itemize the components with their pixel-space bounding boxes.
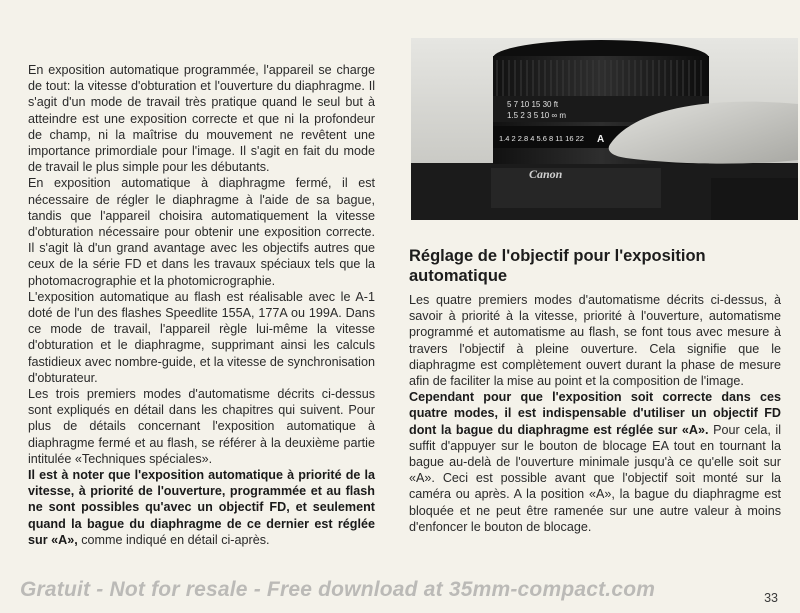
paragraph-fd-lens-note xyxy=(28,467,375,548)
fd-a-setting-bold: Cependant pour que l'exposition soit correcte dans ces quatre modes, il est indispensable d'utiliser un objectif FD dont la bague du diaphragme est réglée sur «A». xyxy=(409,390,781,437)
fd-lens-note-rest: comme indiqué en détail ci-après. xyxy=(77,532,270,547)
left-column xyxy=(28,62,375,548)
watermark: Gratuit - Not for resale - Free download at 35mm-compact.com xyxy=(20,578,656,601)
fd-a-setting-rest: Pour cela, il suffit d'appuyer sur le bouton de blocage EA tout en tournant la bague au-delà de l'ouverture minimale jusqu'à ce qu'elle soit sur «A». Ceci est possible avant que l'objectif soit monté sur la caméra ou après. A la position «A», la bague du diaphragme est bloquée et ne peut être ramenée sur une autre valeur à moins d'enfoncer le bouton de blocage. xyxy=(409,422,781,534)
right-column xyxy=(409,246,781,535)
aperture-a-mark: A xyxy=(597,134,605,145)
aperture-scale: 1.4 2 2.8 4 5.6 8 11 16 22 xyxy=(499,134,584,143)
paragraph-flash-ae: L'exposition automatique au flash est réalisable avec le A-1 doté de l'un des flashes Speedlite 155A, 177A ou 199A. Dans ce mode de travail, l'appareil règle lui-même la vitesse d'obturation et le diaphragme, supprimant ainsi les calculs fastidieux avec nombre-guide, et la vitesse de synchronisation d'obturateur. xyxy=(28,289,375,385)
paragraph-full-aperture: Les quatre premiers modes d'automatisme décrits ci-dessus, à savoir à priorité à la vitesse, priorité à l'ouverture, automatisme programmé et automatisme au flash, se font tous avec mesure à travers l'objectif à pleine ouverture. Cela signifie que le diaphragme est complètement ouvert durant la phase de mesure afin de faciliter la mise au point et la composition de l'image. xyxy=(409,293,781,389)
paragraph-stopped-down-ae: En exposition automatique à diaphragme fermé, il est nécessaire de régler le diaphragme à l'aide de sa bague, tandis que l'appareil choisira automatiquement la vitesse d'obturation nécessaire pour obtenir une exposition correcte. Il s'agit là d'un grand avantage avec les objectifs autres que ceux de la série FD et dans les travaux spéciaux tels que la photomacrographie et la photomicrographie. xyxy=(28,176,375,288)
distance-scale-ft: 5 7 10 15 30 ft xyxy=(507,100,559,109)
lens-photo xyxy=(411,38,798,220)
canon-logo: Canon xyxy=(529,167,563,181)
fd-lens-note-bold: Il est à noter que l'exposition automatique à priorité de la vitesse, à priorité de l'ouverture, programmée et au flash ne sont possibles qu'avec un objectif FD, et seulement quand la bague du diaphragme de ce dernier est réglée sur «A», xyxy=(28,468,375,547)
distance-scale-m: 1.5 2 3 5 10 ∞ m xyxy=(507,111,567,120)
paragraph-programmed-ae: En exposition automatique programmée, l'appareil se charge de tout: la vitesse d'obturation et l'ouverture du diaphragme. Il s'agit d'un mode de travail très pratique quand le seul but à atteindre est une exposition correcte et que ni la profondeur de champ, ni la maîtrise du mouvement ne revêtent une importance primordiale pour l'image. Il s'agit en fait du mode de travail le plus simple pour les débutants. xyxy=(28,63,375,175)
paragraph-fd-a-setting xyxy=(409,389,781,535)
page-number: 33 xyxy=(764,591,778,605)
lens-illustration xyxy=(411,38,798,220)
section-heading: Réglage de l'objectif pour l'exposition automatique xyxy=(409,247,706,285)
paragraph-modes-explained: Les trois premiers modes d'automatisme décrits ci-dessus sont expliqués en détail dans les chapitres qui suivent. Pour plus de détails concernant l'exposition automatique à diaphragme fermé et au flash, se référer à la deuxième partie intitulée «Techniques spéciales». xyxy=(28,387,375,466)
